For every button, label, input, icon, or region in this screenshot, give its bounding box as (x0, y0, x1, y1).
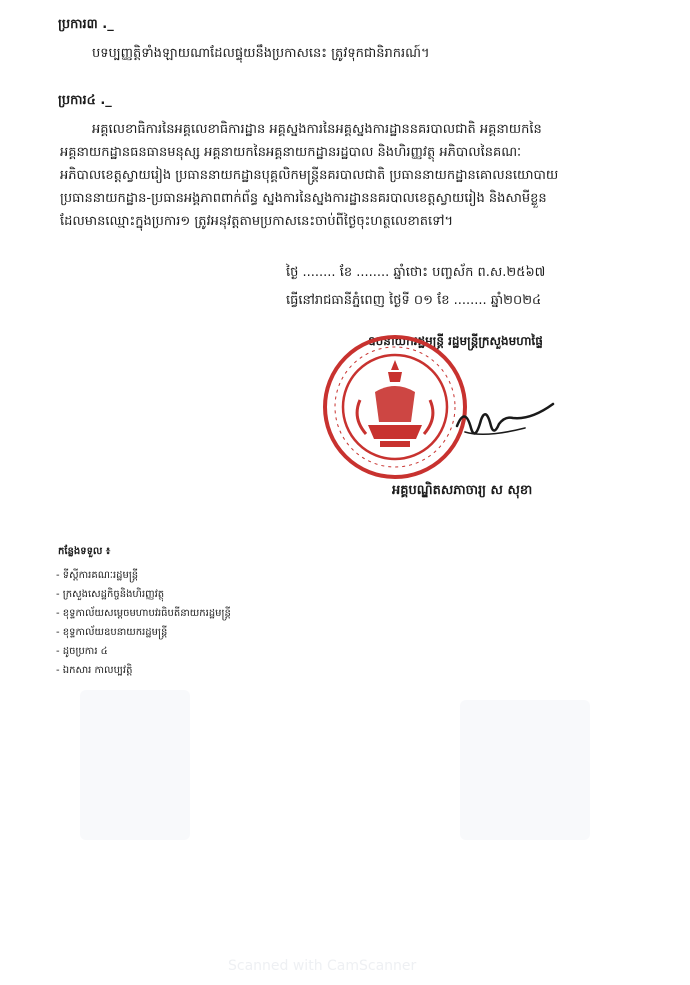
scanner-watermark: Scanned with CamScanner (228, 958, 417, 974)
paragraph-line: អភិបាលខេត្តស្វាយរៀង ប្រធាននាយកដ្ឋានបុគ្គលិកមន្ត្រីនគរបាលជាតិ ប្រធាននាយកដ្ឋានគោលនយោបាយ (60, 168, 559, 183)
official-seal-icon (320, 330, 470, 485)
paragraph-line: ដែលមានឈ្មោះក្នុងប្រការ១ ត្រូវអនុវត្តតាមប្រកាសនេះចាប់ពីថ្ងៃចុះហត្ថលេខាតទៅ។ (60, 214, 454, 229)
signatory-title: ឧបនាយករដ្ឋមន្ត្រី រដ្ឋមន្ត្រីក្រសួងមហាផ្ទៃ (368, 334, 543, 348)
scan-shadow (80, 690, 190, 840)
article-3-title: ប្រការ៣ ._ (58, 17, 114, 32)
paragraph-line: អគ្គនាយកដ្ឋានធនធានមនុស្ស អគ្គនាយកនៃអគ្គនាយកដ្ឋានរដ្ឋបាល និងហិរញ្ញវត្ថុ អភិបាលនៃគណៈ (60, 145, 522, 160)
list-item: - ទីស្តីការគណៈរដ្ឋមន្ត្រី (56, 570, 139, 581)
recipients-title: កន្លែងទទួល ៖ (58, 546, 111, 557)
recipients-list (56, 566, 231, 680)
paragraph-line: បទប្បញ្ញត្តិទាំងឡាយណាដែលផ្ទុយនឹងប្រកាសនេះ ត្រូវទុកជានិរាករណ៍។ (92, 46, 430, 61)
list-item: - ក្រសួងសេដ្ឋកិច្ចនិងហិរញ្ញវត្ថុ (56, 589, 165, 600)
handwritten-signature-icon (455, 398, 555, 448)
list-item: - ខុទ្ទកាល័យឧបនាយករដ្ឋមន្ត្រី (56, 627, 168, 638)
signatory-name: អគ្គបណ្ឌិតសភាចារ្យ ស សុខា (392, 483, 533, 498)
lunar-date: ថ្ងៃ ........ ខែ ........ ឆ្នាំថោះ បញ្ចស័ក ព.ស.២៥៦៧ (286, 265, 546, 280)
list-item: - ឯកសារ កាលប្បវត្តិ (56, 665, 133, 676)
article-3-text (92, 42, 430, 65)
scan-shadow (460, 700, 590, 840)
paragraph-line: អគ្គលេខាធិការនៃអគ្គលេខាធិការដ្ឋាន អគ្គស្នងការនៃអគ្គស្នងការដ្ឋាននគរបាលជាតិ អគ្គនាយកនៃ (92, 122, 542, 137)
article-4-title: ប្រការ៤ ._ (58, 93, 112, 108)
paragraph-line: ប្រធាននាយកដ្ឋាន-ប្រធានអង្គភាពពាក់ព័ន្ធ ស្នងការនៃស្នងការដ្ឋាននគរបាលខេត្តស្វាយរៀង និងសាមីខ្លួន (60, 191, 547, 206)
list-item: - ដូចប្រការ ៤ (56, 646, 108, 657)
article-4-text (60, 118, 559, 233)
list-item: - ខុទ្ទកាល័យសម្តេចមហាបវរធិបតីនាយករដ្ឋមន្ត្រី (56, 608, 231, 619)
solar-date: ធ្វើនៅរាជធានីភ្នំពេញ ថ្ងៃទី ០១ ខែ ........ ឆ្នាំ២០២៤ (286, 293, 542, 308)
